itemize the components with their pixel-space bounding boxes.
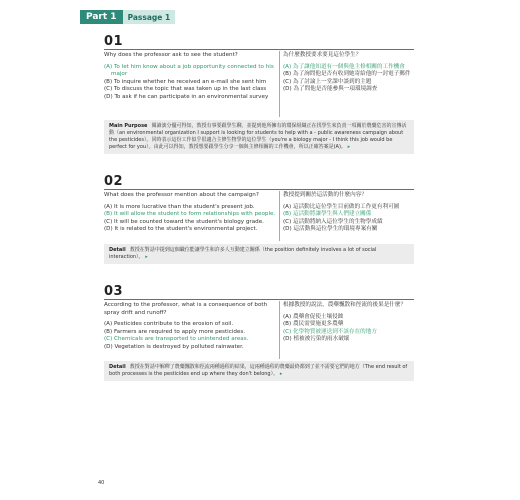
page-number: 40 xyxy=(98,480,105,486)
explanation-text: 教授在對話中解釋了農藥飄散和徑流兩種過程的結果，這兩種過程的農藥最終都到了並不需要它們的地方（The end result of both processes is the pesticides end up where they don't belong）。 xyxy=(109,364,408,377)
option-b-zh: (B) 為了詢問他是否有收到她寄給他的一封電子郵件 xyxy=(283,71,411,78)
question-divider xyxy=(104,49,414,50)
question-chinese xyxy=(283,302,415,344)
option-d-zh: (D) 為了問他是否能參與一項環境調查 xyxy=(283,86,378,93)
question-text-zh: 教授提到關於這活動的什麼內容？ xyxy=(283,192,367,198)
question-number: 03 xyxy=(104,284,124,299)
question-text: Why does the professor ask to see the student? xyxy=(104,52,238,58)
question-english xyxy=(104,192,276,234)
explanation-text: 閱讀談分優可得知，教授有事要跟學生聊。並提到他所擁有的環保組織正在找學生來負責一項關於農藥危害的宣傳活動（an environmental organization I support is looking for students to help with a - public awareness campaign about the pesticides）。同時表示這份工作似乎很適合主修生物學的這位學生（you're a biology major - I think this job would be perfect for you）。由此可以得知，教授想要跟學生分享一個與主修相關的工作機會，所以正確答案是(A)。 xyxy=(109,123,407,150)
option-d: (D) Vegetation is destroyed by polluted rainwater. xyxy=(104,343,244,350)
option-a: (A) To let him know about a job opportunity connected to his major xyxy=(104,63,274,78)
option-a: (A) Pesticides contribute to the erosion of soil. xyxy=(104,321,234,328)
option-c-zh: (C) 為了討論上一堂課中談到的主題 xyxy=(283,78,372,85)
explanation-box: Main Purpose 閱讀談分優可得知，教授有事要跟學生聊。並提到他所擁有的環保組織正在找學生來負責一項關於農藥危害的宣傳活動（an environmental organization I support is looking for students to help with a - public awareness campaign about the pesticides）。同時表示這份工作似乎很適合主修生物學的這位學生（you're a biology major - I think this job would be perfect for you）。由此可以得知，教授想要跟學生分享一個與主修相關的工作機會，所以正確答案是(A)。 ▸ xyxy=(104,120,414,154)
option-d: (D) To ask if he can participate in an environmental survey xyxy=(104,93,269,100)
explanation-label: Detail xyxy=(109,364,126,370)
column-divider xyxy=(279,301,280,359)
column-divider xyxy=(279,51,280,117)
option-b-zh: (B) 這活動將讓學生與人們建立關係 xyxy=(283,211,372,218)
option-c: (C) It will be counted toward the student's biology grade. xyxy=(104,218,264,225)
question-number: 01 xyxy=(104,34,124,49)
option-a-zh: (A) 這活動比這位學生目前做的工作更有利可圖 xyxy=(283,203,400,210)
option-d-zh: (D) 這活動與這位學生的環境專案有關 xyxy=(283,226,378,233)
option-c: (C) Chemicals are transported to unintended areas. xyxy=(104,336,249,343)
option-d-zh: (D) 植被被污染的雨水破壞 xyxy=(283,336,350,343)
question-chinese xyxy=(283,52,415,94)
option-b-zh: (B) 農民需要施更多農藥 xyxy=(283,321,344,328)
question-divider xyxy=(104,189,414,190)
question-divider xyxy=(104,299,414,300)
question-number: 02 xyxy=(104,174,124,189)
explanation-label: Main Purpose xyxy=(109,123,148,129)
question-text: What does the professor mention about the campaign? xyxy=(104,192,259,198)
option-d: (D) It is related to the student's environmental project. xyxy=(104,226,258,233)
option-c-zh: (C) 這活動將納入這位學生的生物學成績 xyxy=(283,218,383,225)
section-header xyxy=(80,10,175,24)
option-b: (B) Farmers are required to apply more pesticides. xyxy=(104,328,246,335)
explanation-label: Detail xyxy=(109,247,126,253)
option-b: (B) To inquire whether he received an e-mail she sent him xyxy=(104,78,267,85)
question-text: According to the professor, what is a consequence of both spray drift and runoff? xyxy=(104,302,268,316)
option-a: (A) It is more lucrative than the student's present job. xyxy=(104,203,255,210)
option-a-zh: (A) 農藥會促使土壤侵蝕 xyxy=(283,313,344,320)
column-divider xyxy=(279,191,280,241)
option-a-zh: (A) 為了讓他知道有一個與他主修相關的工作機會 xyxy=(283,63,405,70)
option-c: (C) To discuss the topic that was taken up in the last class xyxy=(104,86,267,93)
part-label: Part 1 xyxy=(80,10,123,24)
question-english xyxy=(104,52,276,102)
passage-label: Passage 1 xyxy=(123,10,176,24)
explanation-text: 教授在對話中提到這個職位能讓學生和許多人互動建立關係（the position definitely involves a lot of social interaction）。 xyxy=(109,247,377,260)
question-text-zh: 為什麼教授要求要見這位學生？ xyxy=(283,52,362,58)
option-b: (B) It will allow the student to form relationships with people. xyxy=(104,211,276,218)
question-text-zh: 根據教授的說法，農藥飄散和徑流的後果是什麼？ xyxy=(283,302,407,308)
explanation-box: Detail 教授在對話中提到這個職位能讓學生和許多人互動建立關係（the position definitely involves a lot of social interaction）。 ▸ xyxy=(104,244,414,264)
question-english xyxy=(104,302,276,352)
option-c-zh: (C) 化學物質被運送到不該存在的地方 xyxy=(283,328,377,335)
explanation-box: Detail 教授在對話中解釋了農藥飄散和徑流兩種過程的結果，這兩種過程的農藥最終都到了並不需要它們的地方（The end result of both processes is the pesticides end up where they don't belong）。 ▸ xyxy=(104,361,414,381)
question-chinese xyxy=(283,192,415,234)
